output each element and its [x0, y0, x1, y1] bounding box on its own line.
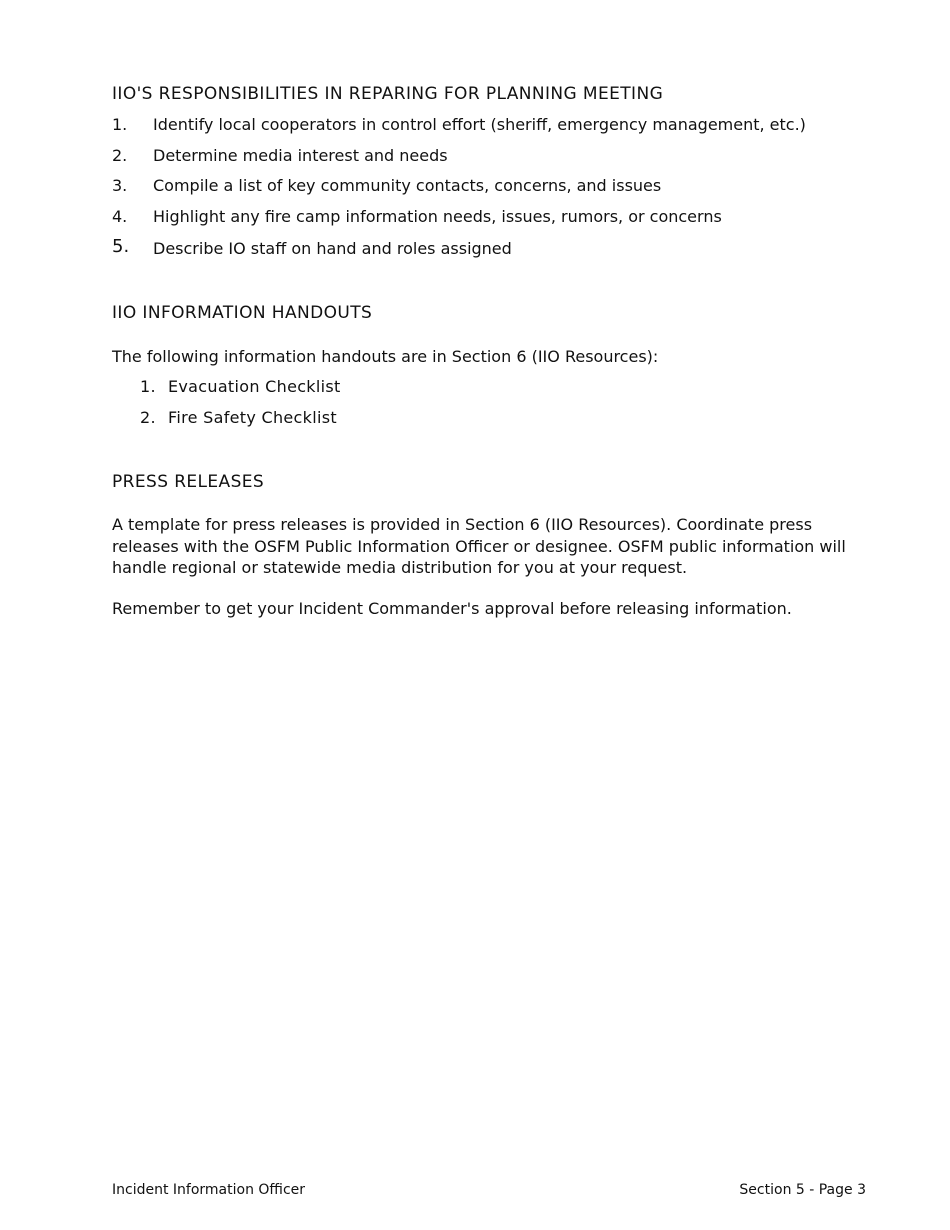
list-item-number: 3.: [112, 176, 128, 196]
footer-page-number: Section 5 - Page 3: [739, 1182, 866, 1198]
list-item-text: Highlight any fire camp information needs, issues, rumors, or concerns: [153, 207, 722, 227]
list-item-number: 2.: [112, 145, 128, 165]
footer-title: Incident Information Officer: [112, 1182, 306, 1198]
list-item-text: Determine media interest and needs: [153, 145, 448, 165]
list-item-text: Evacuation Checklist: [168, 377, 341, 396]
list-item-number: 1.: [112, 115, 128, 134]
list-item-number: 2.: [140, 407, 156, 427]
handouts-intro: The following information handouts are in Section 6 (IIO Resources):: [112, 347, 659, 366]
press-releases-paragraph: A template for press releases is provided in Section 6 (IIO Resources). Coordinate press releases with the OSFM Public Information Officer or designee. OSFM public information will handle regional or statewide media distribution for you at your request.: [112, 515, 846, 577]
press-releases-heading: PRESS RELEASES: [112, 472, 265, 492]
approval-reminder: Remember to get your Incident Commander's approval before releasing information.: [112, 599, 792, 618]
list-item-text: Compile a list of key community contacts, concerns, and issues: [153, 176, 662, 196]
list-item-number: 4.: [112, 207, 128, 227]
list-item-number: 5.: [112, 235, 130, 257]
list-item-text: Fire Safety Checklist: [168, 407, 337, 427]
handouts-heading: IIO INFORMATION HANDOUTS: [112, 303, 373, 323]
list-item-text: Describe IO staff on hand and roles assigned: [153, 238, 512, 258]
list-item-text: Identify local cooperators in control effort (sheriff, emergency management, etc.): [153, 115, 806, 134]
list-item-number: 1.: [140, 377, 156, 396]
responsibilities-heading: IIO'S RESPONSIBILITIES IN REPARING FOR PLANNING MEETING: [112, 84, 664, 104]
